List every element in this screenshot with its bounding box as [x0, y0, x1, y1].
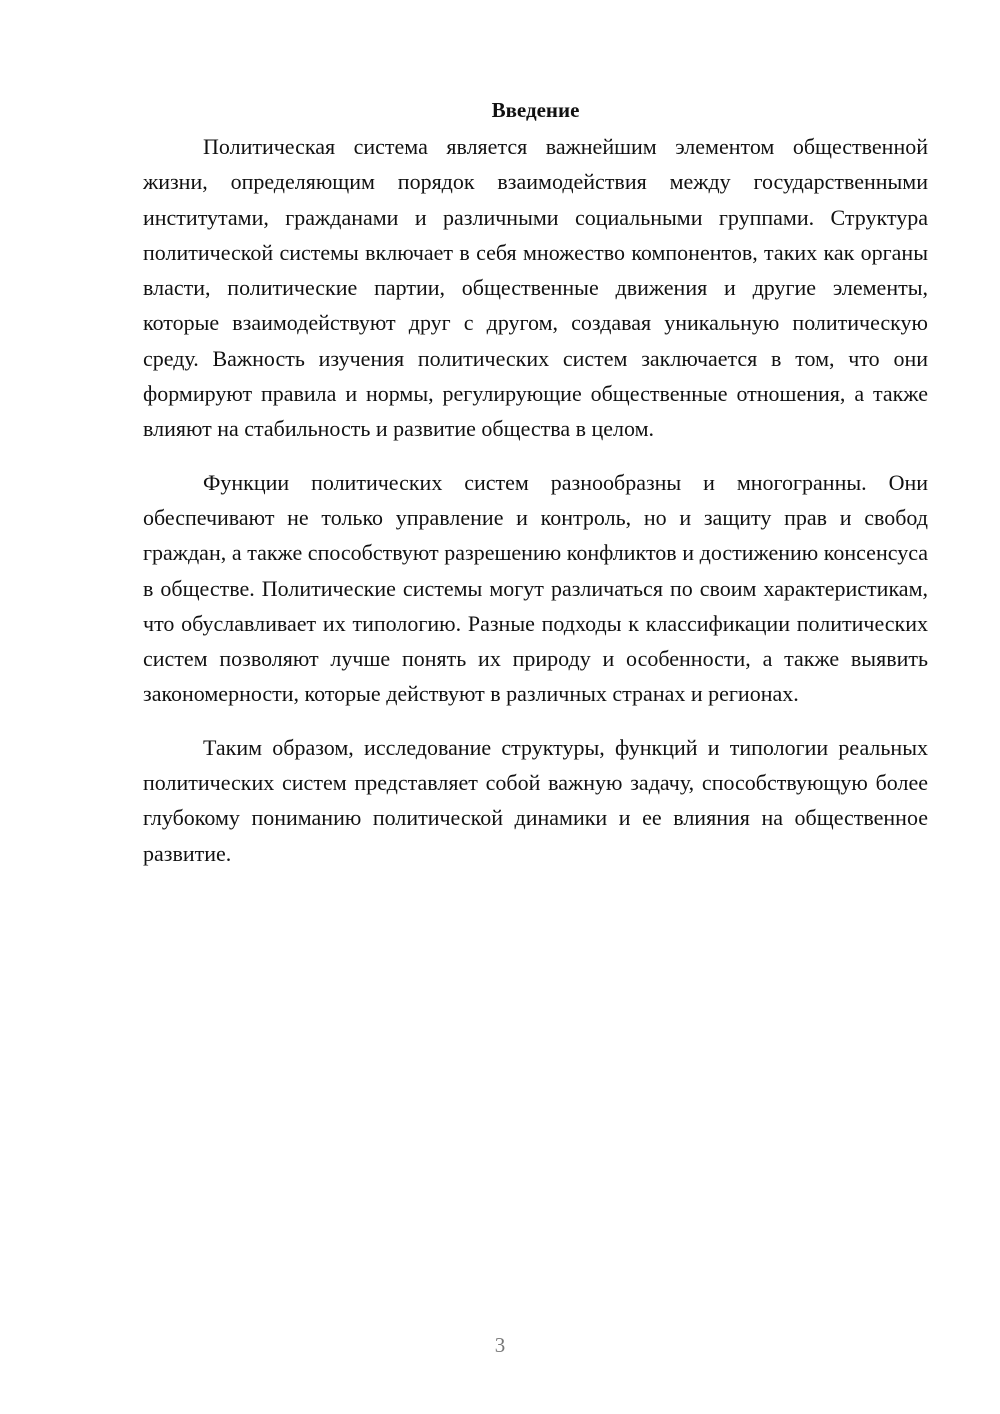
paragraph-2: Функции политических систем разнообразны и многогранны. Они обеспечивают не только управление и контроль, но и защиту прав и свобод граждан, а также способствуют разрешению конфликтов и достижению консенсуса в обществе. Политические системы могут различаться по своим характеристикам, что обуславливает их типологию. Разные подходы к классификации политических систем позволяют лучше понять их природу и особенности, а также выявить закономерности, которые действуют в различных странах и регионах. [143, 469, 928, 707]
page-content [143, 95, 928, 889]
paragraph-1: Политическая система является важнейшим элементом общественной жизни, определяющим порядок взаимодействия между государственными институтами, гражданами и различными социальными группами. Структура политической системы включает в себя множество компонентов, таких как органы власти, политические партии, общественные движения и другие элементы, которые взаимодействуют друг с другом, создавая уникальную политическую среду. Важность изучения политических систем заключается в том, что они формируют правила и нормы, регулирующие общественные отношения, а также влияют на стабильность и развитие общества в целом. [143, 134, 928, 442]
section-title: Введение [491, 98, 580, 122]
page-number: 3 [494, 1333, 506, 1357]
paragraph-3: Таким образом, исследование структуры, функций и типологии реальных политических систем представляет собой важную задачу, способствующую более глубокому пониманию политической динамики и ее влияния на общественное развитие. [143, 734, 928, 866]
